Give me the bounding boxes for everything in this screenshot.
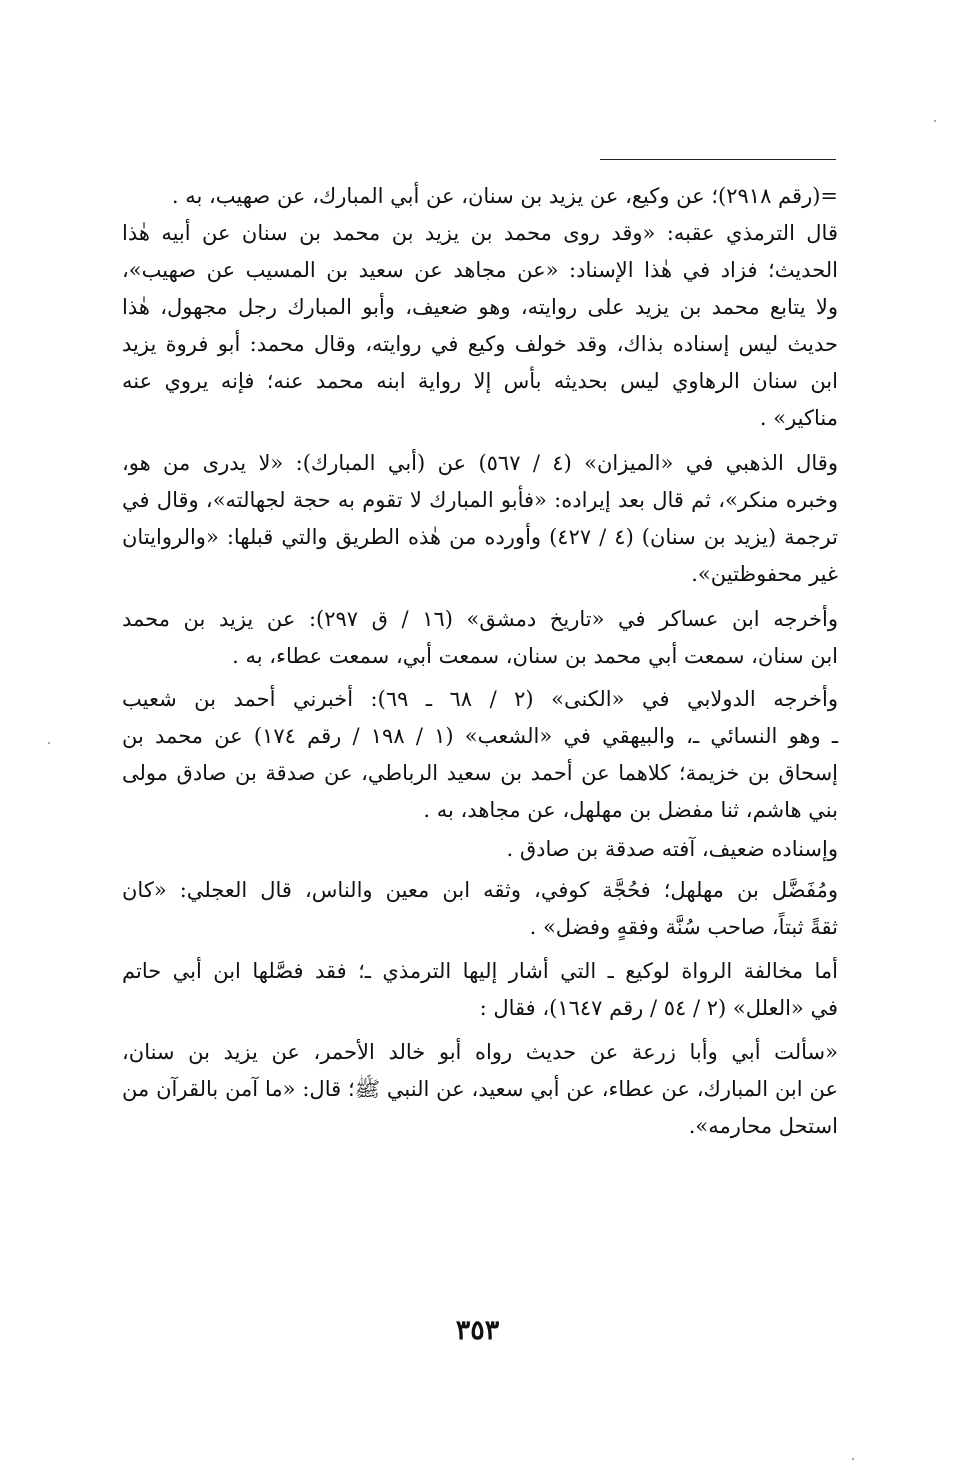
text-line: وخبره منكر»، ثم قال بعد إيراده: «فأبو المبارك لا تقوم به حجة لجهالته»، وقال في — [122, 488, 838, 512]
text-line: عن ابن المبارك، عن عطاء، عن أبي سعيد، عن النبي ﷺ؛ قال: «ما آمن بالقرآن من — [122, 1077, 838, 1101]
scan-speck — [934, 120, 936, 122]
paragraph-gap — [122, 946, 838, 953]
paragraph-dhahabi — [122, 445, 838, 593]
text-line: ابن سنان، سمعت أبي محمد بن سنان، سمعت أبي، سمعت عطاء، به . — [232, 644, 838, 668]
text-line: الحديث؛ فزاد في هٰذا الإسناد: «عن مجاهد عن سعيد بن المسيب عن صهيب»، — [122, 258, 838, 282]
text-line: ـ وهو النسائي ـ، والبيهقي في «الشعب» (١ / ١٩٨ / رقم ١٧٤) عن محمد بن — [122, 724, 838, 748]
text-line: ومُفَضَّل بن مهلهل؛ فحُجَّة كوفي، وثقه ابن معين والناس، قال العجلي: «كان — [122, 878, 838, 902]
text-line: قال الترمذي عقبه: «وقد روى محمد بن يزيد بن محمد بن سنان عن أبيه هٰذا — [122, 221, 838, 245]
text-line: وإسناده ضعيف، آفته صدقة بن صادق . — [506, 837, 838, 861]
text-line: =(رقم ٢٩١٨)؛ عن وكيع، عن يزيد بن سنان، عن أبي المبارك، عن صهيب، به . — [171, 184, 838, 208]
text-line: استحل محارمه». — [688, 1114, 838, 1138]
paragraph-mufaddal — [122, 872, 838, 946]
scan-speck — [852, 1458, 854, 1460]
footnote-body — [122, 178, 838, 1145]
text-line: «سألت أبي وأبا زرعة عن حديث رواه أبو خالد الأحمر، عن يزيد بن سنان، — [122, 1040, 838, 1064]
text-line: ولا يتابع محمد بن يزيد على روايته، وهو ضعيف، وأبو المبارك رجل مجهول، هٰذا — [122, 295, 838, 319]
text-line: غير محفوظتين». — [691, 562, 838, 586]
text-line: وأخرجه الدولابي في «الكنى» (٢ / ٦٨ ـ ٦٩): أخبرني أحمد بن شعيب — [122, 687, 838, 711]
paragraph-quote — [122, 1034, 838, 1145]
text-line: في «العلل» (٢ / ٥٤ / رقم ١٦٤٧)، فقال : — [479, 996, 838, 1020]
paragraph-ibn-asakir — [122, 601, 838, 675]
paragraph-gap — [122, 593, 838, 601]
text-line: ثقةً ثبتاً، صاحب سُنَّة وفقهٍ وفضل» . — [529, 915, 838, 939]
text-line: إسحاق بن خزيمة؛ كلاهما عن أحمد بن سعيد الرباطي، عن صدقة بن صادق مولى — [122, 761, 838, 785]
paragraph-gap — [122, 1027, 838, 1034]
paragraph-tirmidhi — [122, 215, 838, 437]
paragraph-gap — [122, 437, 838, 445]
text-line: أما مخالفة الرواة لوكيع ـ التي أشار إليها الترمذي ـ؛ فقد فصَّلها ابن أبي حاتم — [122, 959, 838, 983]
text-line: وأخرجه ابن عساكر في «تاريخ دمشق» (١٦ / ق ٢٩٧): عن يزيد بن محمد — [122, 607, 838, 631]
text-line: حديث ليس إسناده بذاك، وقد خولف وكيع في روايته، وقال محمد: أبو فروة يزيد — [122, 332, 838, 356]
paragraph-continuation — [122, 178, 838, 215]
text-line: وقال الذهبي في «الميزان» (٤ / ٥٦٧) عن (أبي المبارك): «لا يدرى من هو، — [122, 451, 838, 475]
paragraph-isnad — [122, 831, 838, 868]
text-line: ترجمة (يزيد بن سنان) (٤ / ٤٢٧) وأورده من هٰذه الطريق والتي قبلها: «والروايتان — [122, 525, 838, 549]
paragraph-ibn-abi-hatim — [122, 953, 838, 1027]
text-line: بني هاشم، ثنا مفضل بن مهلهل، عن مجاهد، به . — [423, 798, 838, 822]
scan-speck — [48, 742, 50, 744]
text-line: ابن سنان الرهاوي ليس بحديثه بأس إلا رواية ابنه محمد عنه؛ فإنه يروي عنه — [122, 369, 838, 393]
page-number: ٣٥٣ — [455, 1315, 500, 1346]
text-line: مناكير» . — [759, 406, 838, 430]
paragraph-dulabi — [122, 681, 838, 829]
footnote-separator-rule — [600, 159, 836, 160]
